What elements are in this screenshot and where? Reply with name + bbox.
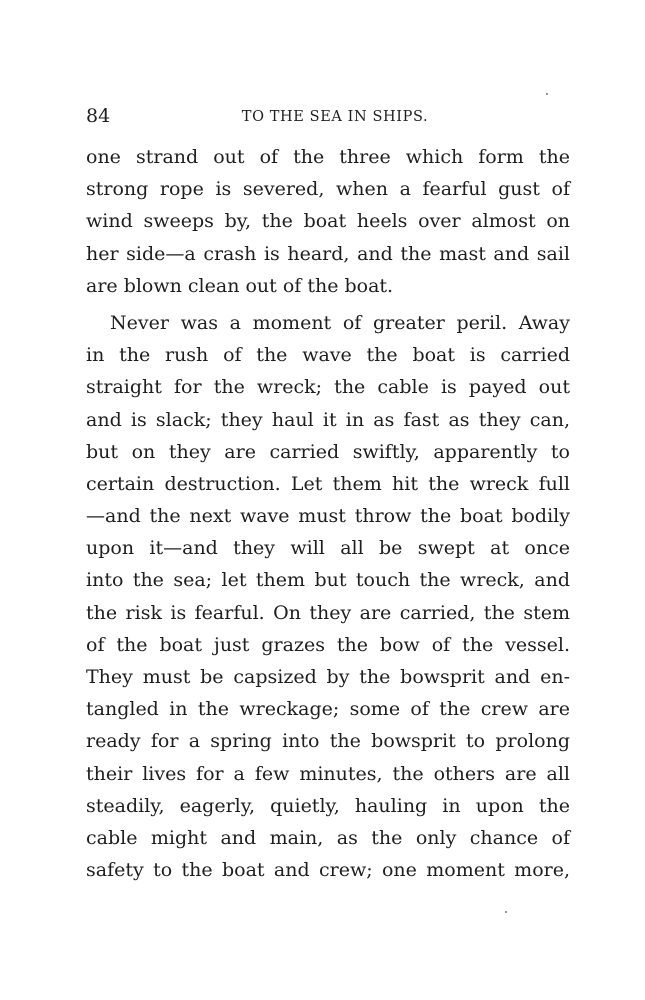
text-line: straight for the wreck; the cable is payed out bbox=[86, 376, 570, 399]
text-line: and is slack; they haul it in as fast as they can, bbox=[86, 408, 570, 431]
running-title: TO THE SEA IN SHIPS. bbox=[241, 109, 429, 125]
text-line: steadily, eagerly, quietly, hauling in upon the bbox=[86, 794, 570, 817]
text-line: certain destruction. Let them hit the wreck full bbox=[86, 472, 570, 495]
text-line: are blown clean out of the boat. bbox=[86, 274, 394, 297]
text-line: their lives for a few minutes, the others are all bbox=[86, 762, 570, 785]
text-line: her side—a crash is heard, and the mast and sail bbox=[86, 242, 570, 265]
text-line: in the rush of the wave the boat is carried bbox=[86, 344, 570, 367]
text-line: into the sea; let them but touch the wreck, and bbox=[86, 569, 570, 592]
text-line: one strand out of the three which form the bbox=[86, 146, 570, 168]
text-line: strong rope is severed, when a fearful gust of bbox=[86, 178, 570, 201]
text-line: wind sweeps by, the boat heels over almost on bbox=[86, 210, 570, 233]
paragraph-1 bbox=[86, 141, 570, 302]
text-line: of the boat just grazes the bow of the vessel. bbox=[86, 633, 570, 656]
text-line: the risk is fearful. On they are carried, the stem bbox=[86, 601, 570, 624]
text-line: ready for a spring into the bowsprit to prolong bbox=[86, 730, 570, 753]
text-line: cable might and main, as the only chance of bbox=[86, 826, 570, 849]
paper-speck bbox=[546, 93, 548, 95]
text-line: —and the next wave must throw the boat bodily bbox=[86, 505, 570, 528]
paper-speck bbox=[505, 911, 507, 913]
paragraph-2 bbox=[86, 307, 570, 886]
body-text bbox=[86, 141, 570, 886]
page-number: 84 bbox=[86, 105, 111, 127]
text-line: safety to the boat and crew; one moment more, bbox=[86, 859, 570, 882]
text-line: tangled in the wreckage; some of the crew are bbox=[86, 698, 570, 721]
text-line: They must be capsized by the bowsprit and en- bbox=[86, 666, 570, 688]
text-line: upon it—and they will all be swept at once bbox=[86, 537, 570, 560]
running-header bbox=[86, 103, 570, 129]
text-line: but on they are carried swiftly, apparently to bbox=[86, 440, 570, 463]
text-line: Never was a moment of greater peril. Away bbox=[110, 311, 570, 334]
